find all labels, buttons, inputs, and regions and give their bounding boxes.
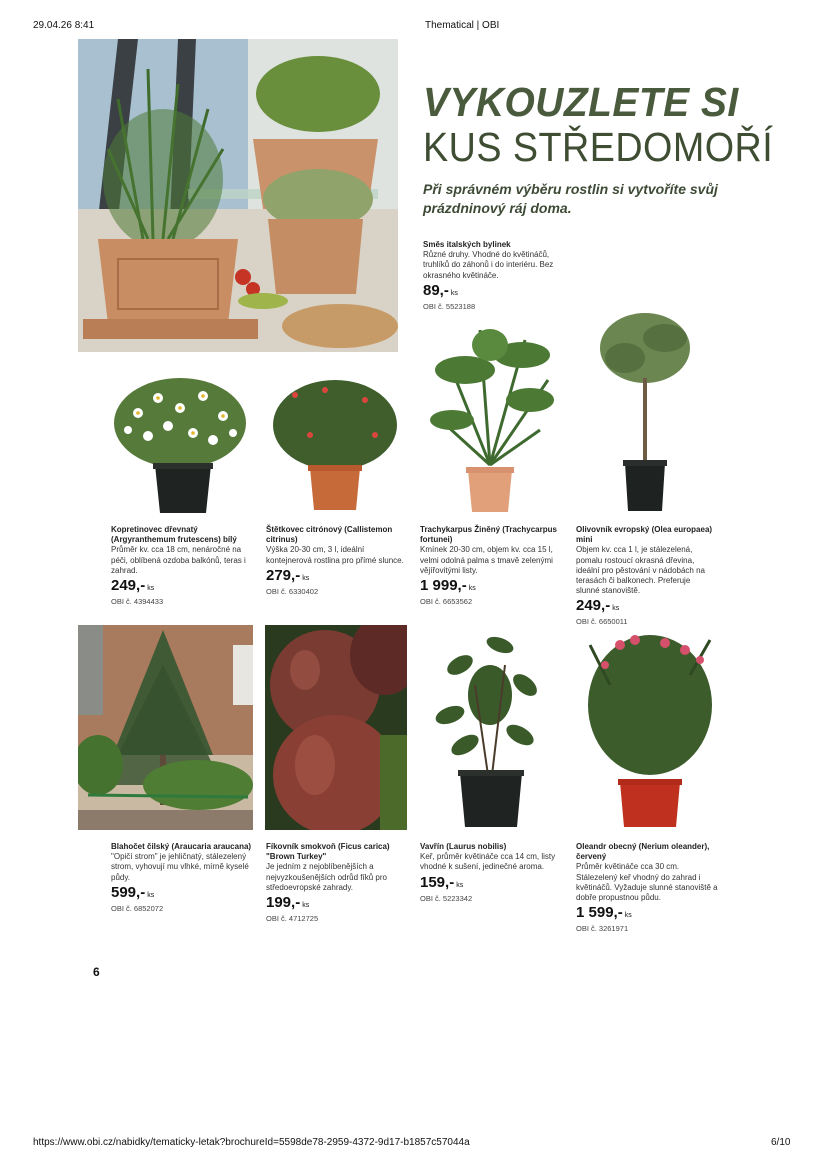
product-unit: ks	[147, 585, 155, 593]
product-price: 599,-	[111, 883, 146, 901]
print-url[interactable]: https://www.obi.cz/nabidky/tematicky-letak?brochureId=5598de78-2959-4372-9d17-b1857c57044a	[33, 1137, 470, 1148]
product-laurus	[420, 842, 560, 904]
product-fig	[266, 842, 411, 924]
araucaria-photo	[78, 625, 253, 830]
product-name: Kopretinovec dřevnatý (Argyranthemum frutescens) bílý	[111, 525, 237, 545]
product-name: Blahočet čilský (Araucaria araucana)	[111, 842, 252, 851]
product-price: 1 599,-	[576, 904, 623, 922]
olive-tree-photo	[595, 308, 695, 515]
print-page-title: Thematical | OBI	[425, 20, 500, 31]
product-price: 199,-	[266, 894, 301, 912]
trachycarpus-photo	[430, 325, 555, 515]
hero-herbs-photo	[78, 39, 398, 352]
argyranthemum-photo	[108, 368, 253, 516]
product-name: Fíkovník smokvoň (Ficus carica) "Brown Turkey"	[266, 842, 390, 862]
product-unit: ks	[624, 912, 632, 920]
product-description: Je jedním z nejoblíbenějších a nejvyzkoušenějších odrůd fíků pro středoevropské zahrady.	[266, 862, 387, 892]
product-description: Objem kv. cca 1 l, je stálezelená, pomalu rostoucí okrasná dřevina, ideální pro pěstování v nádobách na terasách či balkonech. Preferuje slunné stanoviště.	[576, 545, 705, 596]
product-code: OBI č. 6653562	[420, 597, 473, 607]
product-description: "Opičí strom" je jehličnatý, stálezelený strom, vyhovují mu vlhké, mírně kyselé půdy.	[111, 852, 249, 882]
product-code: OBI č. 3261971	[576, 924, 629, 934]
product-code: OBI č. 4712725	[266, 914, 319, 924]
product-trachycarpus	[420, 525, 560, 607]
product-oleander	[576, 842, 721, 934]
product-araucaria	[111, 842, 256, 914]
product-callistemon	[266, 525, 411, 597]
product-code: OBI č. 6650011	[576, 617, 628, 627]
product-herb-mix	[423, 240, 558, 312]
product-price: 249,-	[576, 597, 611, 615]
product-code: OBI č. 6852072	[111, 903, 164, 913]
print-pager: 6/10	[771, 1137, 791, 1148]
laurus-photo	[430, 625, 545, 830]
product-olive	[576, 525, 716, 628]
oleander-photo	[580, 625, 720, 830]
page-number: 6	[93, 965, 100, 979]
fig-photo	[265, 625, 407, 830]
product-price: 249,-	[111, 577, 146, 595]
product-price: 279,-	[266, 566, 301, 584]
headline-subtitle: Při správném výběru rostlin si vytvoříte svůj prázdninový ráj doma.	[423, 181, 718, 216]
product-code: OBI č. 4394433	[111, 597, 164, 607]
product-name: Směs italských bylinek	[423, 240, 511, 249]
product-argyranthemum	[111, 525, 251, 607]
product-code: OBI č. 6330402	[266, 586, 319, 596]
product-price: 89,-	[423, 281, 449, 299]
product-name: Trachykarpus Žiněný (Trachycarpus fortunei)	[420, 525, 557, 545]
product-name: Oleandr obecný (Nerium oleander), červený	[576, 842, 710, 862]
print-datetime: 29.04.26 8:41	[33, 20, 95, 31]
product-code: OBI č. 5223342	[420, 893, 473, 903]
product-description: Kmínek 20-30 cm, objem kv. cca 15 l, velmi odolná palma s tmavě zelenými vějířovitými listy.	[420, 545, 553, 575]
product-description: Různé druhy. Vhodné do květináčů, truhlíků do záhonů i do interiéru. Bez okrasného květináče.	[423, 250, 554, 280]
product-unit: ks	[468, 585, 476, 593]
product-name: Štětkovec citrónový (Callistemon citrinus)	[266, 525, 393, 545]
product-unit: ks	[456, 881, 464, 889]
product-name: Olivovník evropský (Olea europaea) mini	[576, 525, 713, 545]
product-price: 1 999,-	[420, 577, 467, 595]
headline-line1: VYKOUZLETE SI	[423, 79, 739, 125]
product-price: 159,-	[420, 873, 455, 891]
product-unit: ks	[612, 605, 620, 613]
headline-line2: KUS STŘEDOMOŘÍ	[423, 124, 774, 170]
product-description: Výška 20-30 cm, 3 l, ideální kontejnerová rostlina pro přímé slunce.	[266, 545, 404, 565]
product-unit: ks	[302, 574, 310, 582]
product-name: Vavřín (Laurus nobilis)	[420, 842, 507, 851]
product-description: Průměr květináče cca 30 cm. Stálezelený keř vhodný do zahrad i květináčů. Vyžaduje slunné stanoviště a dobře propustnou půdu.	[576, 862, 718, 903]
product-unit: ks	[450, 289, 458, 297]
product-code: OBI č. 5523188	[423, 301, 476, 311]
product-description: Průměr kv. cca 18 cm, nenáročné na péči, oblíbená ozdoba balkónů, teras i zahrad.	[111, 545, 246, 575]
product-unit: ks	[302, 902, 310, 910]
callistemon-photo	[265, 365, 405, 513]
product-unit: ks	[147, 891, 155, 899]
product-description: Keř, průměr květináče cca 14 cm, listy vhodné k sušení, jedinečné aroma.	[420, 852, 556, 872]
